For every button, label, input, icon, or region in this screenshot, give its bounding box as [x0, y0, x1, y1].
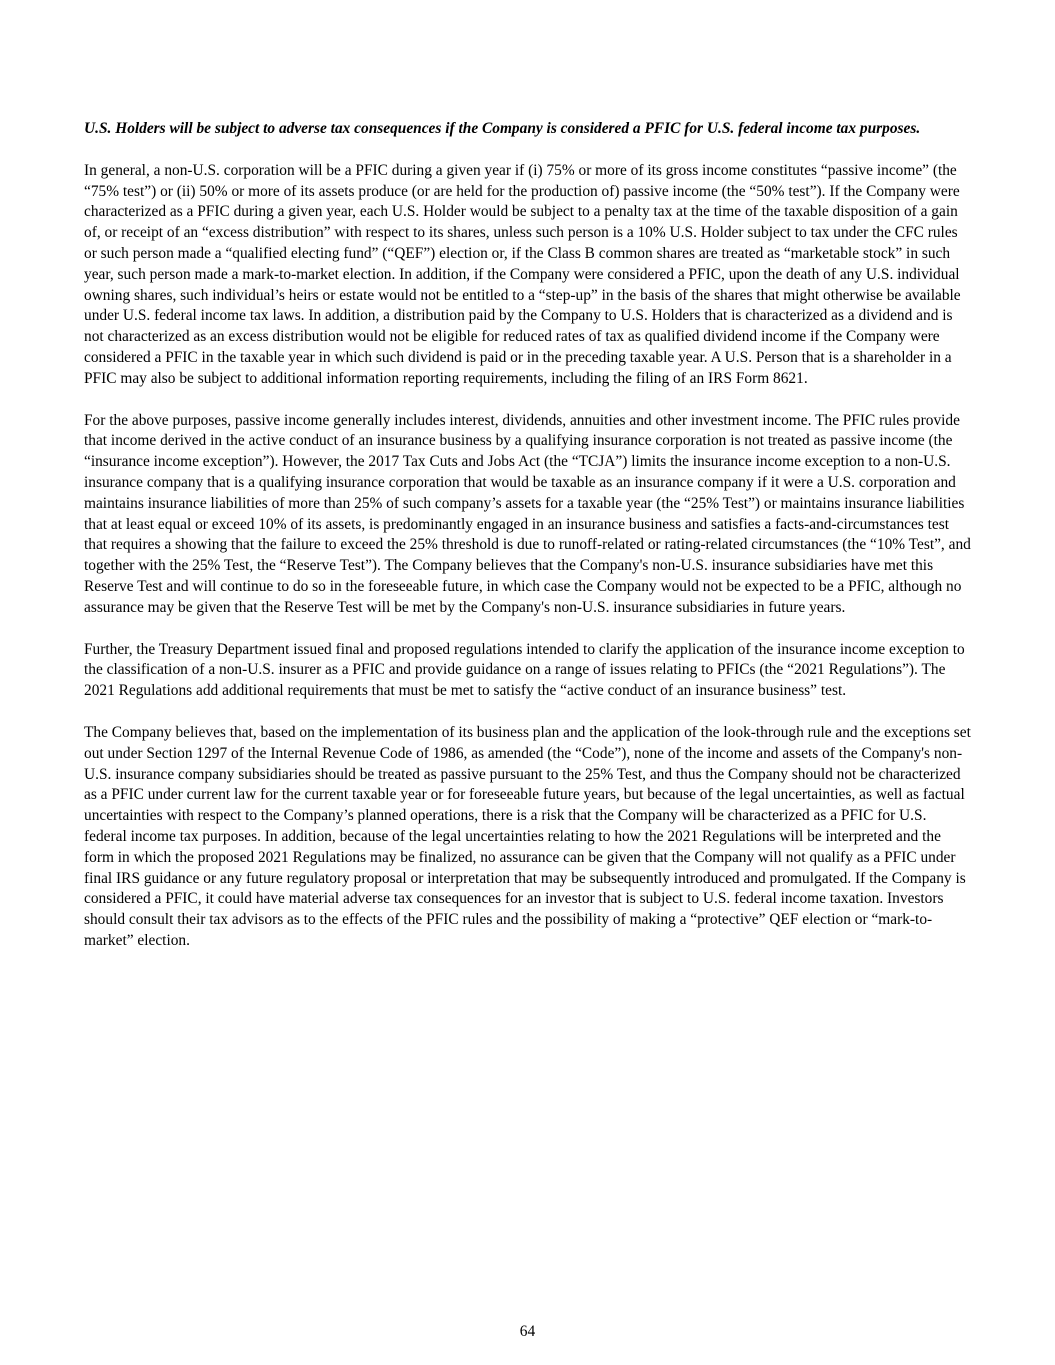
document-page: [84, 119, 972, 973]
paragraph-treasury-regulations: Further, the Treasury Department issued final and proposed regulations intended to clarify the application of the insurance income exception to the classification of a non-U.S. insurer as a PFIC and provide guidance on a range of issues relating to PFICs (the “2021 Regulations”). The 2021 Regulations add additional requirements that must be met to satisfy the “active conduct of an insurance business” test.: [84, 640, 965, 700]
paragraph-pfic-definition: In general, a non-U.S. corporation will be a PFIC during a given year if (i) 75% or more of its gross income constitutes “passive income” (the “75% test”) or (ii) 50% or more of its assets produce (or are held for the production of) passive income (the “50% test”). If the Company were characterized as a PFIC during a given year, each U.S. Holder would be subject to a penalty tax at the time of the taxable disposition of a gain of, or receipt of an “excess distribution” with respect to its shares, unless such person is a 10% U.S. Holder subject to tax under the CFC rules or such person made a “qualified electing fund” (“QEF”) election or, if the Class B common shares are treated as “marketable stock” in such year, such person made a mark-to-market election. In addition, if the Company were considered a PFIC, upon the death of any U.S. individual owning shares, such individual’s heirs or estate would not be entitled to a “step-up” in the basis of the shares that might otherwise be available under U.S. federal income tax laws. In addition, a distribution paid by the Company to U.S. Holders that is characterized as a dividend and is not characterized as an excess distribution would not be eligible for reduced rates of tax as qualified dividend income if the Company were considered a PFIC in the taxable year in which such dividend is paid or in the preceding taxable year. A U.S. Person that is a shareholder in a PFIC may also be subject to additional information reporting requirements, including the filing of an IRS Form 8621.: [84, 161, 961, 387]
page-number: 64: [519, 1323, 536, 1340]
paragraph-passive-income: For the above purposes, passive income generally includes interest, dividends, annuities and other investment income. The PFIC rules provide that income derived in the active conduct of an insurance business by a qualifying insurance corporation is not treated as passive income (the “insurance income exception”). However, the 2017 Tax Cuts and Jobs Act (the “TCJA”) limits the insurance income exception to a non-U.S. insurance company that is a qualifying insurance corporation that would be taxable as an insurance company if it were a U.S. corporation and maintains insurance liabilities of more than 25% of such company’s assets for a taxable year (the “25% Test”) or maintains insurance liabilities that at least equal or exceed 10% of its assets, is predominantly engaged in an insurance business and satisfies a facts-and-circumstances test that requires a showing that the failure to exceed the 25% threshold is due to runoff-related or rating-related circumstances (the “10% Test”, and together with the 25% Test, the “Reserve Test”). The Company believes that the Company's non-U.S. insurance subsidiaries have met this Reserve Test and will continue to do so in the foreseeable future, in which case the Company would not be expected to be a PFIC, although no assurance may be given that the Reserve Test will be met by the Company's non-U.S. insurance subsidiaries in future years.: [84, 411, 971, 616]
section-heading: U.S. Holders will be subject to adverse tax consequences if the Company is considered a PFIC for U.S. federal income tax purposes.: [84, 120, 921, 137]
paragraph-company-belief: The Company believes that, based on the implementation of its business plan and the application of the look-through rule and the exceptions set out under Section 1297 of the Internal Revenue Code of 1986, as amended (the “Code”), none of the income and assets of the Company's non-U.S. insurance company subsidiaries should be treated as passive pursuant to the 25% Test, and thus the Company should not be characterized as a PFIC under current law for the current taxable year or for foreseeable future years, but because of the legal uncertainties, as well as factual uncertainties with respect to the Company’s planned operations, there is a risk that the Company will be characterized as a PFIC for U.S. federal income tax purposes. In addition, because of the legal uncertainties relating to how the 2021 Regulations will be interpreted and the form in which the proposed 2021 Regulations may be finalized, no assurance can be given that the Company will not qualify as a PFIC under final IRS guidance or any future regulatory proposal or interpretation that may be subsequently introduced and promulgated. If the Company is considered a PFIC, it could have material adverse tax consequences for an investor that is subject to U.S. federal income taxation. Investors should consult their tax advisors as to the effects of the PFIC rules and the possibility of making a “protective” QEF election or “mark-to-market” election.: [84, 723, 971, 949]
